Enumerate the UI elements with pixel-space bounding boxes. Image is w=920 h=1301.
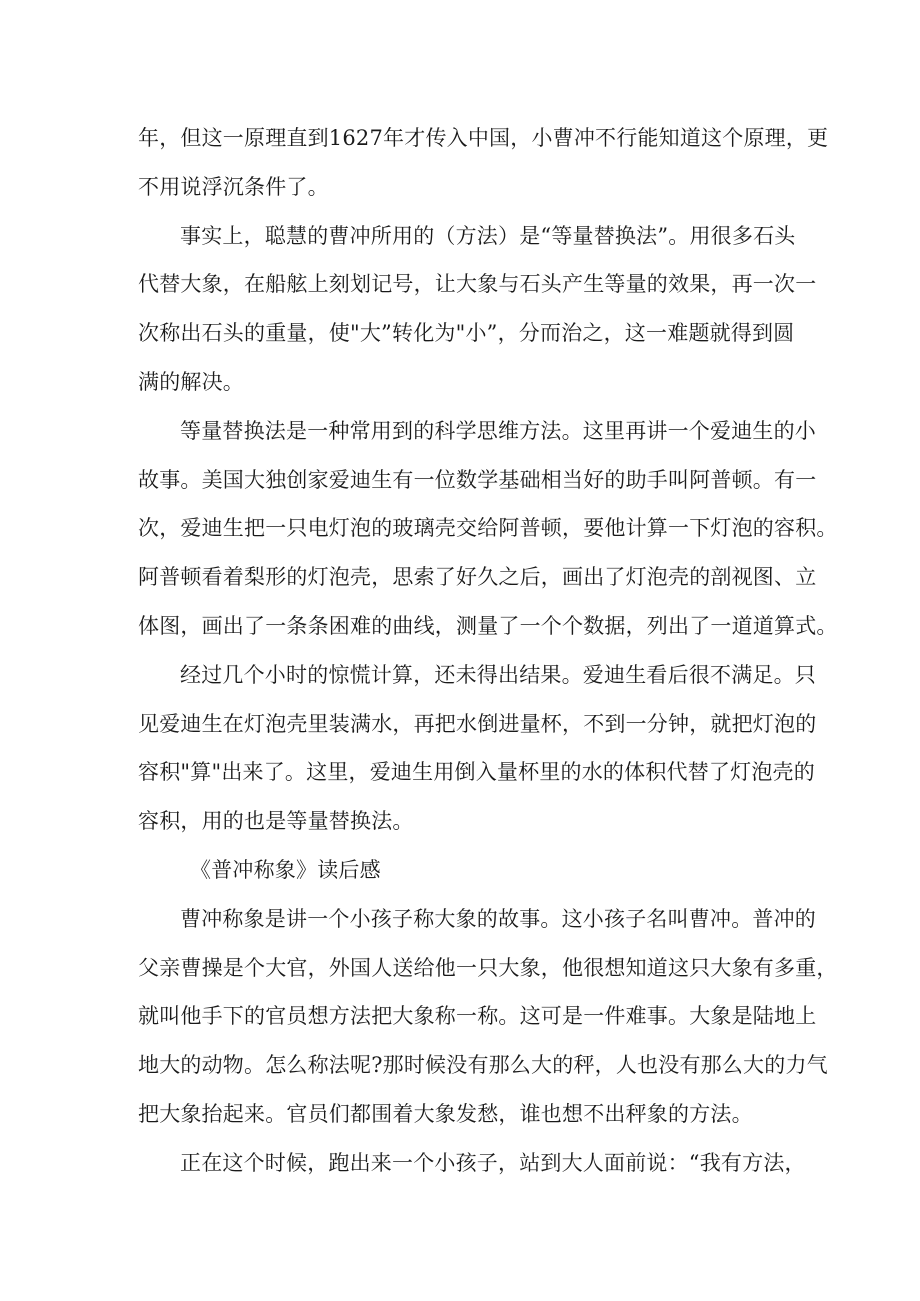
text-line: 代替大象，在船舷上刻划记号，让大象与石头产生等量的效果，再一次一 xyxy=(138,272,817,297)
text-line: 等量替换法是一种常用到的科学思维方法。这里再讲一个爱迪生的小 xyxy=(180,418,816,443)
text-line: 次，爱迪生把一只电灯泡的玻璃壳交给阿普顿，要他计算一下灯泡的容积。 xyxy=(138,516,838,541)
text-line: 年，但这一原理直到1627年才传入中国，小曹冲不行能知道这个原理，更 xyxy=(138,126,829,150)
paragraph-cao-chong-story xyxy=(138,895,838,1139)
paragraph-edison-story xyxy=(138,407,838,651)
text-line: 事实上，聪慧的曹冲所用的（方法）是“等量替换法”。用很多石头 xyxy=(180,223,796,248)
text-line: 不用说浮沉条件了。 xyxy=(138,174,329,199)
text-line: 容积，用的也是等量替换法。 xyxy=(138,809,414,834)
text-line: 正在这个时候，跑出来一个小孩子，站到大人面前说：“我有方法， xyxy=(180,1150,806,1175)
paragraph-archimedes-end xyxy=(138,114,829,212)
text-line: 次称出石头的重量，使"大”转化为"小”，分而治之，这一难题就得到圆 xyxy=(138,321,795,346)
text-line: 容积"算"出来了。这里，爱迪生用倒入量杯里的水的体积代替了灯泡壳的 xyxy=(138,760,815,785)
text-line: 曹冲称象是讲一个小孩子称大象的故事。这小孩子名叫曹冲。普冲的 xyxy=(180,906,816,931)
paragraph-equal-substitution xyxy=(138,212,817,407)
text-line: 就叫他手下的官员想方法把大象称一称。这可是一件难事。大象是陆地上 xyxy=(138,1004,817,1029)
paragraph-edison-solution xyxy=(138,651,817,846)
text-line: 经过几个小时的惊慌计算，还未得出结果。爱迪生看后很不满足。只 xyxy=(180,662,816,687)
paragraph-child-appears xyxy=(138,1139,806,1188)
text-line: 故事。美国大独创家爱迪生有一位数学基础相当好的助手叫阿普顿。有一 xyxy=(138,467,817,492)
text-line: 满的解决。 xyxy=(138,369,244,394)
text-line: 父亲曹操是个大官，外国人送给他一只大象，他很想知道这只大象有多重， xyxy=(138,955,838,980)
text-line: 见爱迪生在灯泡壳里装满水，再把水倒进量杯，不到一分钟，就把灯泡的 xyxy=(138,711,817,736)
text-line: 体图，画出了一条条困难的曲线，测量了一个个数据，列出了一道道算式。 xyxy=(138,613,838,638)
text-line: 地大的动物。怎么称法呢?那时候没有那么大的秤，人也没有那么大的力气 xyxy=(138,1053,828,1078)
text-line: 把大象抬起来。官员们都围着大象发愁，谁也想不出秤象的方法。 xyxy=(138,1101,753,1126)
section-subtitle: 《普冲称象》读后感 xyxy=(190,857,381,882)
text-line: 阿普顿看着梨形的灯泡壳，思索了好久之后，画出了灯泡壳的剖视图、立 xyxy=(138,565,817,590)
document-body xyxy=(138,114,838,1188)
